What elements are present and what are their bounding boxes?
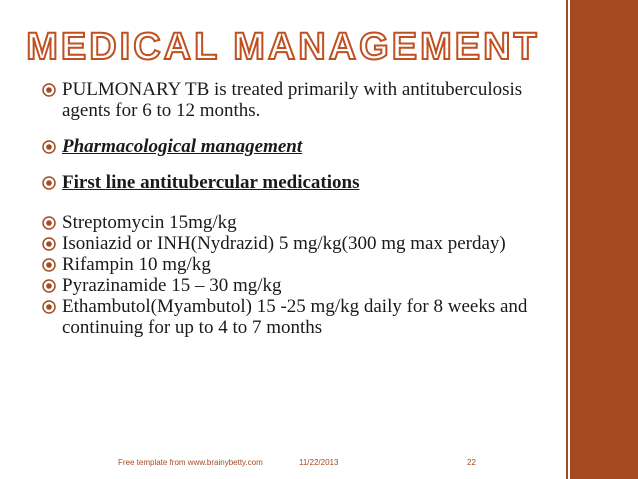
bullet-list (42, 79, 552, 338)
bullet-target-icon (42, 300, 56, 314)
bullet-text: Pharmacological management (62, 136, 303, 157)
bullet-item (42, 296, 552, 338)
slide-title: MEDICAL MANAGEMENT (26, 26, 540, 68)
bullet-text: Isoniazid or INH(Nydrazid) 5 mg/kg(300 mg max perday) (62, 233, 506, 254)
side-panel (570, 0, 638, 479)
bullet-target-icon (42, 216, 56, 230)
bullet-item (42, 172, 552, 193)
bullet-text: PULMONARY TB is treated primarily with antituberculosis agents for 6 to 12 months. (62, 79, 523, 121)
bullet-target-icon (42, 279, 56, 293)
bullet-item (42, 275, 552, 296)
bullet-text: Ethambutol(Myambutol) 15 -25 mg/kg daily for 8 weeks and continuing for up to 4 to 7 months (62, 296, 528, 338)
side-divider (566, 0, 568, 479)
bullet-target-icon (42, 83, 56, 97)
bullet-target-icon (42, 237, 56, 251)
bullet-text: Rifampin 10 mg/kg (62, 254, 211, 275)
bullet-item (42, 212, 552, 233)
footer-page-number: 22 (467, 458, 476, 467)
footer-date: 11/22/2013 (299, 458, 339, 467)
bullet-target-icon (42, 258, 56, 272)
bullet-item (42, 136, 552, 157)
bullet-text: Pyrazinamide 15 – 30 mg/kg (62, 275, 282, 296)
bullet-item (42, 79, 552, 121)
footer-template-credit: Free template from www.brainybetty.com (118, 458, 263, 467)
bullet-text: Streptomycin 15mg/kg (62, 212, 237, 233)
bullet-target-icon (42, 140, 56, 154)
bullet-text: First line antitubercular medications (62, 172, 360, 193)
bullet-item (42, 254, 552, 275)
bullet-target-icon (42, 176, 56, 190)
bullet-item (42, 233, 552, 254)
